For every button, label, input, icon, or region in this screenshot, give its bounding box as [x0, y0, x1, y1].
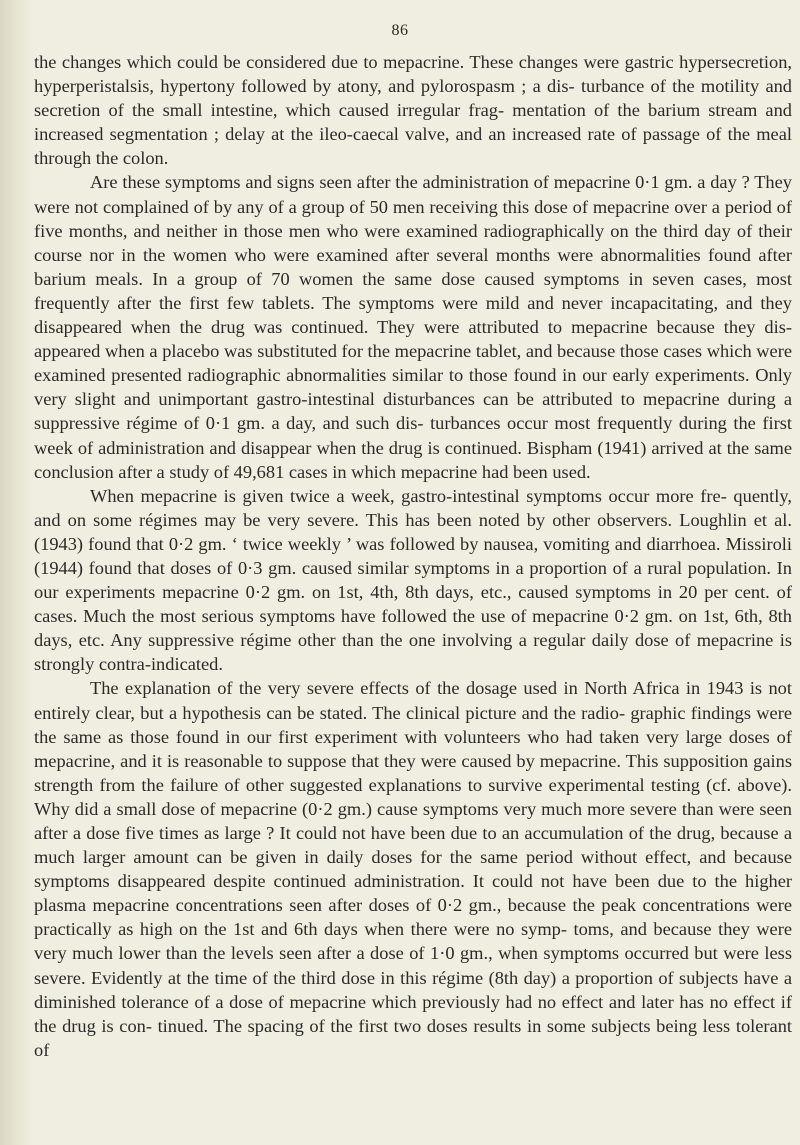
paragraph-4: The explanation of the very severe effects of the dosage used in North Africa in 1943 is not entirely clear, but a hypothesis can be stated. The clinical picture and the radio- graphic findings were the same as those found in our first experiment with volunteers who had taken very large doses of mepacrine, and it is reasonable to suppose that they were caused by mepacrine. This supposition gains strength from the failure of other suggested explanations to survive experimental testing (cf. above). Why did a small dose of mepacrine (0·2 gm.) cause symptoms very much more severe than were seen after a dose five times as large ? It could not have been due to an accumulation of the drug, because a much larger amount can be given in daily doses for the same period without effect, and because symptoms disappeared despite continued administration. It could not have been due to the higher plasma mepacrine concentrations seen after doses of 0·2 gm., because the peak concentrations were practically as high on the 1st and 6th days when there were no symp- toms, and because they were very much lower than the levels seen after a dose of 1·0 gm., when symptoms occurred but were less severe. Evidently at the time of the third dose in this régime (8th day) a proportion of subjects have a diminished tolerance of a dose of mepacrine which previously had no effect and later has no effect if the drug is con- tinued. The spacing of the first two doses results in some subjects being less tolerant of: [34, 678, 792, 1060]
paragraph-2: Are these symptoms and signs seen after the administration of mepacrine 0·1 gm. a day ? They were not complained of by any of a group of 50 men receiving this dose of mepacrine over a period of five months, and neither in those men who were examined radiographically on the third day of their course nor in the women who were examined after several months were abnormalities found after barium meals. In a group of 70 women the same dose caused symptoms in seven cases, most frequently after the first few tablets. The symptoms were mild and never incapacitating, and they disappeared when the drug was continued. They were attributed to mepacrine because they dis- appeared when a placebo was substituted for the mepacrine tablet, and because those cases which were examined presented radiographic abnormalities similar to those found in our early experiments. Only very slight and unimportant gastro-intestinal disturbances can be attributed to mepacrine during a suppressive régime of 0·1 gm. a day, and such dis- turbances occur most frequently during the first week of administration and disappear when the drug is continued. Bispham (1941) arrived at the same conclusion after a study of 49,681 cases in which mepacrine had been used.: [34, 172, 792, 482]
scan-edge-shadow: [0, 0, 34, 1145]
paragraph-1: the changes which could be considered due to mepacrine. These changes were gastric hypersecretion, hyperperistalsis, hypertony followed by atony, and pylorospasm ; a dis- turbance of the motility and secretion of the small intestine, which caused irregular frag- mentation of the barium stream and increased segmentation ; delay at the ileo-caecal valve, and an increased rate of passage of the meal through the colon.: [34, 52, 792, 169]
paragraph-3: When mepacrine is given twice a week, gastro-intestinal symptoms occur more fre- quently, and on some régimes may be very severe. This has been noted by other observers. Loughlin et al. (1943) found that 0·2 gm. ‘ twice weekly ’ was followed by nausea, vomiting and diarrhoea. Missiroli (1944) found that doses of 0·3 gm. caused similar symptoms in a proportion of a rural population. In our experiments mepacrine 0·2 gm. on 1st, 4th, 8th days, etc., caused symptoms in 20 per cent. of cases. Much the most serious symptoms have followed the use of mepacrine 0·2 gm. on 1st, 6th, 8th days, etc. Any suppressive régime other than the one involving a regular daily dose of mepacrine is strongly contra-indicated.: [34, 485, 792, 675]
body-text: [34, 50, 792, 1062]
page-number: 86: [391, 22, 409, 39]
